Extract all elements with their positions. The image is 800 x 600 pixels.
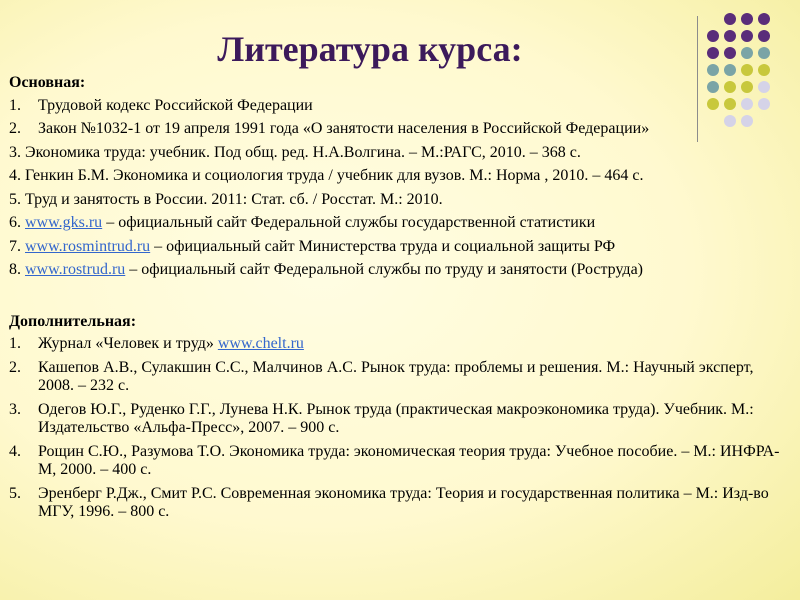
decorative-dot [758, 30, 770, 42]
item-prefix: 6. [9, 214, 25, 231]
item-suffix: – официальный сайт Министерства труда и социальной защиты РФ [150, 237, 616, 255]
item-number: 2. [9, 120, 21, 137]
item-text-part: Журнал «Человек и труд» [38, 335, 218, 352]
item-number: 3. [9, 400, 21, 418]
additional-item-2 [9, 359, 789, 396]
decorative-dot [758, 47, 770, 59]
decorative-dot [741, 30, 753, 42]
item-number: 4. [9, 442, 21, 460]
link-rosmintrud[interactable]: www.rosmintrud.ru [25, 237, 151, 255]
decorative-dot [741, 13, 753, 25]
item-text: Кашепов А.В., Сулакшин С.С., Малчинов А.С. Рынок труда: проблемы и решения. М.: Научный эксперт, 2008. – 232 с. [38, 358, 754, 394]
main-item-8 [9, 261, 789, 280]
section-spacer [9, 285, 789, 313]
item-text: Эренберг Р.Дж., Смит Р.С. Современная экономика труда: Теория и государственная политика – М.: Изд-во МГУ, 1996. – 800 с. [38, 484, 769, 520]
additional-item-1 [9, 335, 789, 354]
item-text: Одегов Ю.Г., Руденко Г.Г., Лунева Н.К. Рынок труда (практическая макроэкономика труда). Учебник. М.: Издательство «Альфа-Пресс», 2007. – 900 с. [38, 400, 754, 436]
decorative-dot [758, 13, 770, 25]
decorative-dot [741, 47, 753, 59]
decorative-dot [707, 30, 719, 42]
item-number: 1. [9, 96, 21, 114]
slide-title: Литература курса: [217, 29, 523, 69]
item-prefix: 8. [9, 261, 25, 278]
link-rostrud[interactable]: www.rostrud.ru [25, 261, 126, 278]
main-item-7 [9, 238, 789, 257]
item-number: 5. [9, 484, 21, 502]
link-chelt[interactable]: www.chelt.ru [217, 335, 304, 352]
main-item-3: 3. Экономика труда: учебник. Под общ. ред. Н.А.Волгина. – М.:РАГС, 2010. – 368 с. [9, 143, 581, 161]
item-number: 2. [9, 358, 21, 376]
item-number: 1. [9, 335, 21, 352]
main-item-6 [9, 214, 789, 233]
additional-item-5 [9, 485, 789, 522]
item-text [38, 335, 789, 354]
item-prefix: 7. [9, 237, 25, 255]
item-text: Рощин С.Ю., Разумова Т.О. Экономика труда: экономическая теория труда: Учебное пособие. – М.: ИНФРА-М, 2000. – 400 с. [38, 442, 780, 478]
main-section-heading: Основная: [9, 74, 86, 91]
main-item-5: 5. Труд и занятость в России. 2011: Стат. сб. / Росстат. М.: 2010. [9, 190, 443, 208]
decorative-dot [724, 47, 736, 59]
item-text: Трудовой кодекс Российской Федерации [38, 96, 313, 114]
main-item-1 [9, 97, 789, 116]
additional-item-4 [9, 443, 789, 480]
decorative-dot [724, 30, 736, 42]
main-item-4: 4. Генкин Б.М. Экономика и социология труда / учебник для вузов. М.: Норма , 2010. – 464 с. [9, 167, 644, 184]
literature-list [9, 74, 789, 527]
item-suffix: – официальный сайт Федеральной службы по труду и занятости (Роструда) [125, 261, 643, 278]
decorative-dot [707, 47, 719, 59]
item-text: Закон №1032-1 от 19 апреля 1991 года «О занятости населения в Российской Федерации» [38, 120, 650, 137]
link-gks[interactable]: www.gks.ru [25, 214, 103, 231]
additional-section-heading: Дополнительная: [9, 312, 137, 330]
main-item-2 [9, 120, 789, 139]
additional-item-3 [9, 401, 789, 438]
decorative-dot [724, 13, 736, 25]
item-suffix: – официальный сайт Федеральной службы государственной статистики [102, 214, 596, 231]
